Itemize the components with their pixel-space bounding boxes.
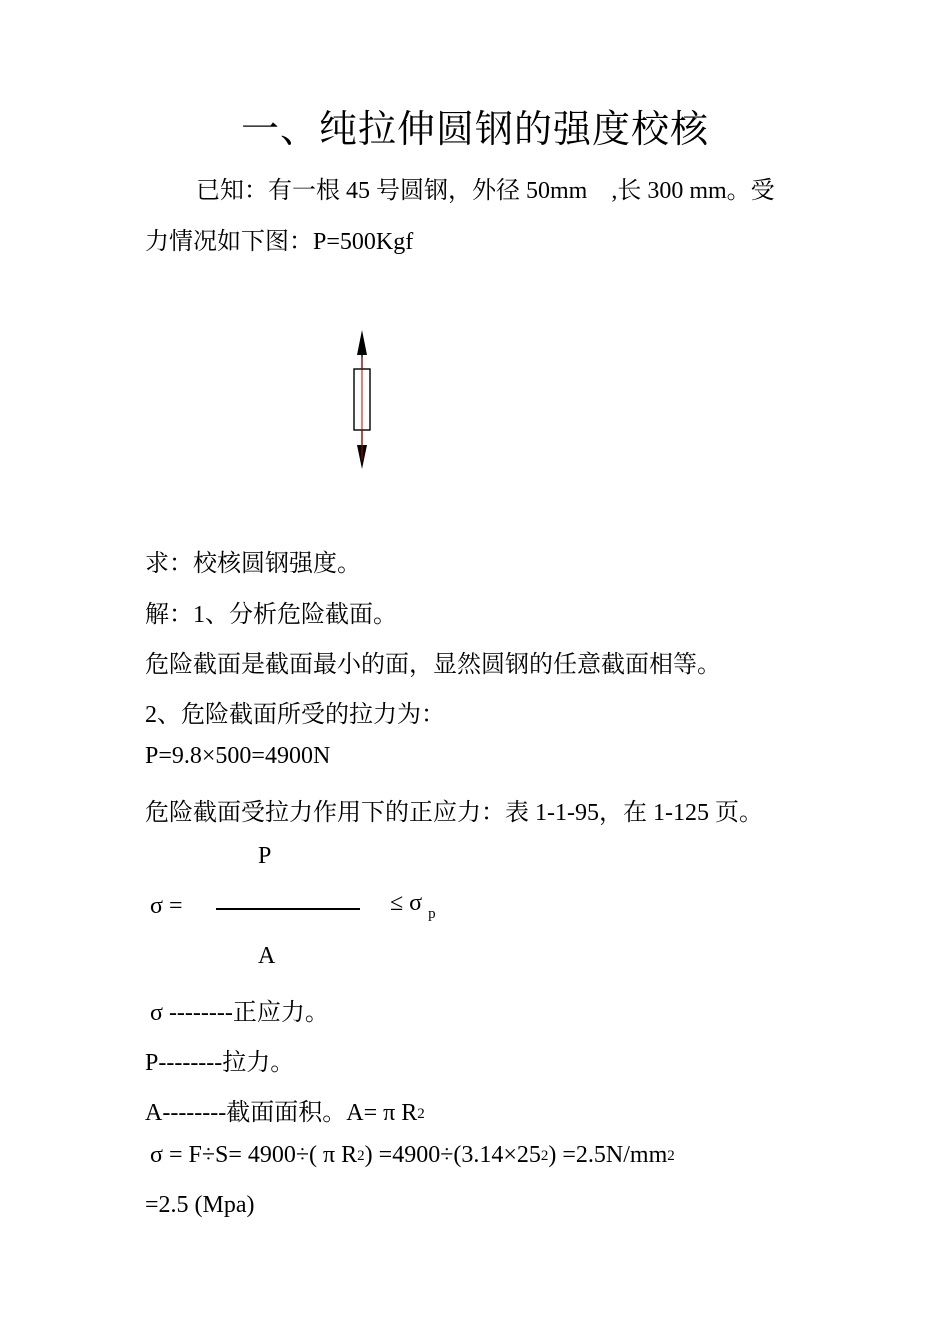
formula-inequality [390, 890, 436, 922]
calc-part-3: ) =2.5N/mm [548, 1142, 668, 1168]
calc-exp-3: 2 [667, 1148, 675, 1164]
formula-denominator: A [258, 943, 276, 969]
calc-exp-1: 2 [357, 1148, 365, 1164]
def-p: P--------拉力。 [145, 1050, 295, 1076]
stress-calculation [150, 1142, 675, 1169]
def-a-exponent: 2 [417, 1106, 425, 1122]
given-line-2: 力情况如下图：P=500Kgf [145, 229, 414, 255]
step1-text: 危险截面是截面最小的面，显然圆钢的任意截面相等。 [145, 652, 721, 678]
ask-line: 求：校核圆钢强度。 [145, 551, 361, 577]
def-a [145, 1092, 425, 1127]
def-a-text: A--------截面面积。A= π R [145, 1100, 418, 1126]
calc-part-1: σ = F÷S= 4900÷( π R [150, 1142, 358, 1168]
fraction-bar [216, 908, 360, 910]
force-calculation: P=9.8×500=4900N [145, 743, 331, 769]
tension-rod-diagram [340, 325, 384, 475]
formula-leq-subscript: p [428, 906, 436, 922]
calc-exp-2: 2 [540, 1148, 549, 1164]
formula-lhs: σ = [150, 893, 183, 919]
stress-result: =2.5 (Mpa) [145, 1192, 255, 1218]
step1-heading: 解：1、分析危险截面。 [145, 602, 397, 628]
formula-numerator: P [258, 843, 272, 869]
step2-heading: 2、危险截面所受的拉力为： [145, 702, 445, 728]
formula-leq: ≤ σ [390, 890, 423, 916]
stress-intro: 危险截面受拉力作用下的正应力：表 1-1-95，在 1-125 页。 [145, 800, 763, 826]
page-title: 一、纯拉伸圆钢的强度校核 [240, 109, 709, 151]
given-line-1: 已知：有一根 45 号圆钢，外径 50mm ,长 300 mm。受 [196, 178, 775, 204]
calc-part-2: ) =4900÷(3.14×25 [364, 1142, 541, 1168]
def-sigma: σ --------正应力。 [150, 1000, 329, 1026]
top-arrow-icon [357, 330, 367, 355]
